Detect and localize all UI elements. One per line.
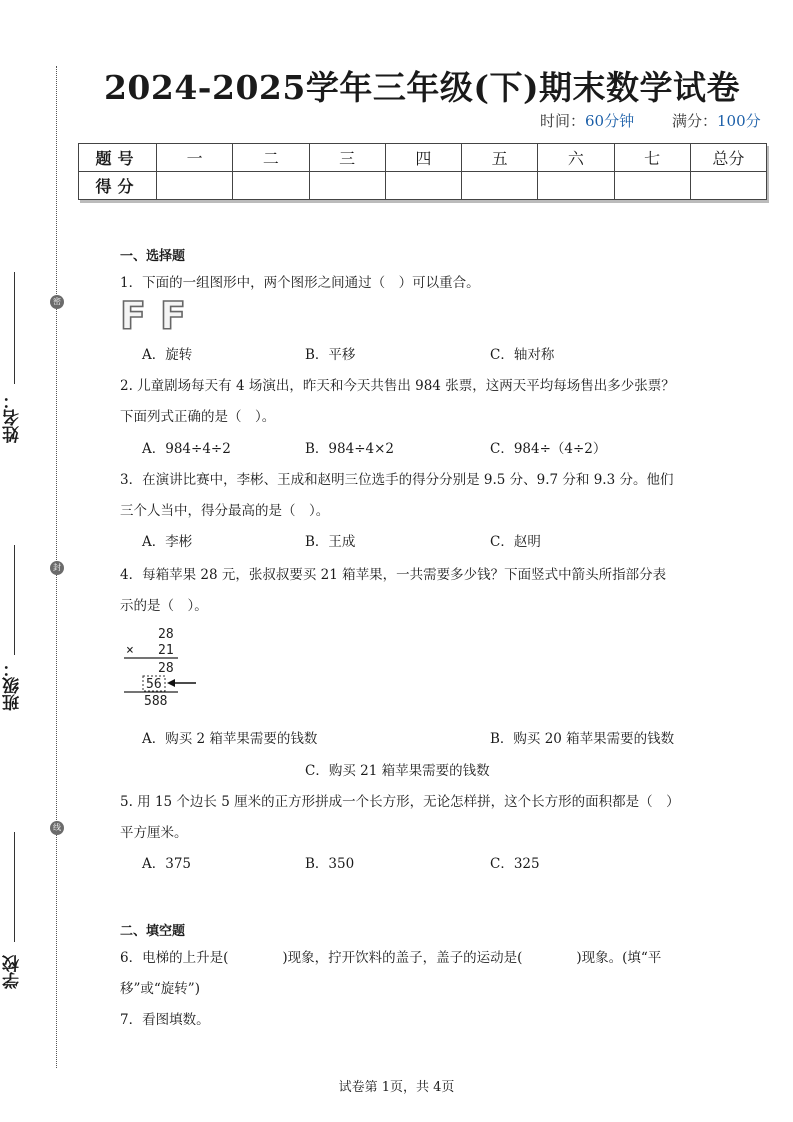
q6-text-line1: 6．电梯的上升是( )现象，拧开饮料的盖子，盖子的运动是( )现象。(填“平	[120, 950, 662, 966]
q1-figure-f-shapes	[118, 296, 198, 332]
col-header: 四	[385, 144, 461, 172]
calc-multiplicand: 28	[158, 627, 174, 642]
col-header: 二	[233, 144, 309, 172]
q1-text: 1．下面的一组图形中，两个图形之间通过（ ）可以重合。	[120, 275, 480, 291]
score-cell[interactable]	[462, 172, 538, 200]
col-header: 一	[157, 144, 233, 172]
q1-option-a[interactable]: A．旋转	[142, 347, 193, 363]
q5-option-a[interactable]: A．375	[142, 856, 192, 872]
name-label: 姓名：	[3, 392, 23, 443]
seal-mark-2: 封	[50, 561, 64, 575]
full-score-info	[672, 110, 761, 131]
score-cell[interactable]	[538, 172, 614, 200]
q3-option-b[interactable]: B．王成	[305, 534, 356, 550]
q4-text-line1: 4．每箱苹果 28 元，张叔叔要买 21 箱苹果，一共需要多少钱？下面竖式中箭头所指部分表	[120, 567, 667, 583]
q4-option-c[interactable]: C．购买 21 箱苹果需要的钱数	[305, 763, 490, 779]
section-2-heading: 二、填空题	[120, 924, 186, 939]
q7-text: 7．看图填数。	[120, 1012, 210, 1028]
school-field-line[interactable]	[14, 832, 15, 942]
page-footer: 试卷第 1页，共 4页	[338, 1080, 455, 1095]
q2-option-c[interactable]: C．984÷（4÷2）	[490, 441, 607, 457]
score-table-header-row	[79, 144, 767, 172]
q3-text-line2: 三个人当中，得分最高的是（ ）。	[120, 503, 330, 519]
full-score-value: 100分	[717, 112, 761, 130]
q4-vertical-multiplication	[118, 624, 208, 710]
section-1-heading: 一、选择题	[120, 249, 186, 264]
class-field-line[interactable]	[14, 545, 15, 655]
q5-text-line2: 平方厘米。	[120, 825, 188, 841]
q4-text-line2: 示的是（ ）。	[120, 598, 208, 614]
score-cell[interactable]	[309, 172, 385, 200]
f-shape-a: F	[120, 296, 146, 332]
q3-text-line1: 3．在演讲比赛中，李彬、王成和赵明三位选手的得分分别是 9.5 分、9.7 分和 9.3 分。他们	[120, 472, 674, 488]
q1-option-b[interactable]: B．平移	[305, 347, 356, 363]
class-label: 班级：	[3, 660, 23, 711]
score-cell[interactable]	[614, 172, 690, 200]
exam-title: 2024-2025学年三年级(下)期末数学试卷	[103, 68, 741, 107]
q5-option-b[interactable]: B．350	[305, 856, 355, 872]
time-value: 60分钟	[585, 112, 635, 130]
calc-times-sign: ×	[126, 643, 134, 658]
col-header: 三	[309, 144, 385, 172]
full-score-label: 满分：	[672, 112, 718, 130]
calc-partial-1: 28	[158, 661, 174, 676]
score-cell[interactable]	[157, 172, 233, 200]
score-table-score-row	[79, 172, 767, 200]
q1-option-c[interactable]: C．轴对称	[490, 347, 555, 363]
calc-multiplier: 21	[158, 643, 174, 658]
q2-text-line2: 下面列式正确的是（ ）。	[120, 409, 276, 425]
school-label: 学校	[3, 955, 23, 989]
time-label: 时间：	[540, 112, 586, 130]
seal-mark-1: 密	[50, 295, 64, 309]
score-cell[interactable]	[690, 172, 766, 200]
seal-mark-3: 线	[50, 821, 64, 835]
score-cell[interactable]	[385, 172, 461, 200]
q4-option-a[interactable]: A．购买 2 箱苹果需要的钱数	[142, 731, 318, 747]
q3-option-a[interactable]: A．李彬	[142, 534, 193, 550]
name-field-line[interactable]	[14, 272, 15, 384]
col-header: 五	[462, 144, 538, 172]
q2-text-line1: 2. 儿童剧场每天有 4 场演出，昨天和今天共售出 984 张票，这两天平均每场售出多少张票？	[120, 378, 675, 394]
time-info	[540, 110, 634, 131]
q5-option-c[interactable]: C．325	[490, 856, 540, 872]
f-shape-b: F	[160, 296, 186, 332]
q6-text-line2: 移”或“旋转”)	[120, 981, 200, 997]
col-header: 总分	[690, 144, 766, 172]
score-cell[interactable]	[233, 172, 309, 200]
calc-partial-2: 56	[146, 677, 162, 692]
calc-arrow-head-icon	[167, 679, 175, 687]
q4-option-b[interactable]: B．购买 20 箱苹果需要的钱数	[490, 731, 675, 747]
row-label-question: 题号	[79, 144, 157, 172]
q3-option-c[interactable]: C．赵明	[490, 534, 541, 550]
calc-result: 588	[144, 694, 168, 709]
q2-option-a[interactable]: A．984÷4÷2	[142, 441, 231, 457]
col-header: 七	[614, 144, 690, 172]
q2-option-b[interactable]: B．984÷4×2	[305, 441, 394, 457]
row-label-score: 得分	[79, 172, 157, 200]
col-header: 六	[538, 144, 614, 172]
score-table	[78, 143, 767, 200]
q5-text-line1: 5. 用 15 个边长 5 厘米的正方形拼成一个长方形，无论怎样拼，这个长方形的面积都是（ ）	[120, 794, 680, 810]
